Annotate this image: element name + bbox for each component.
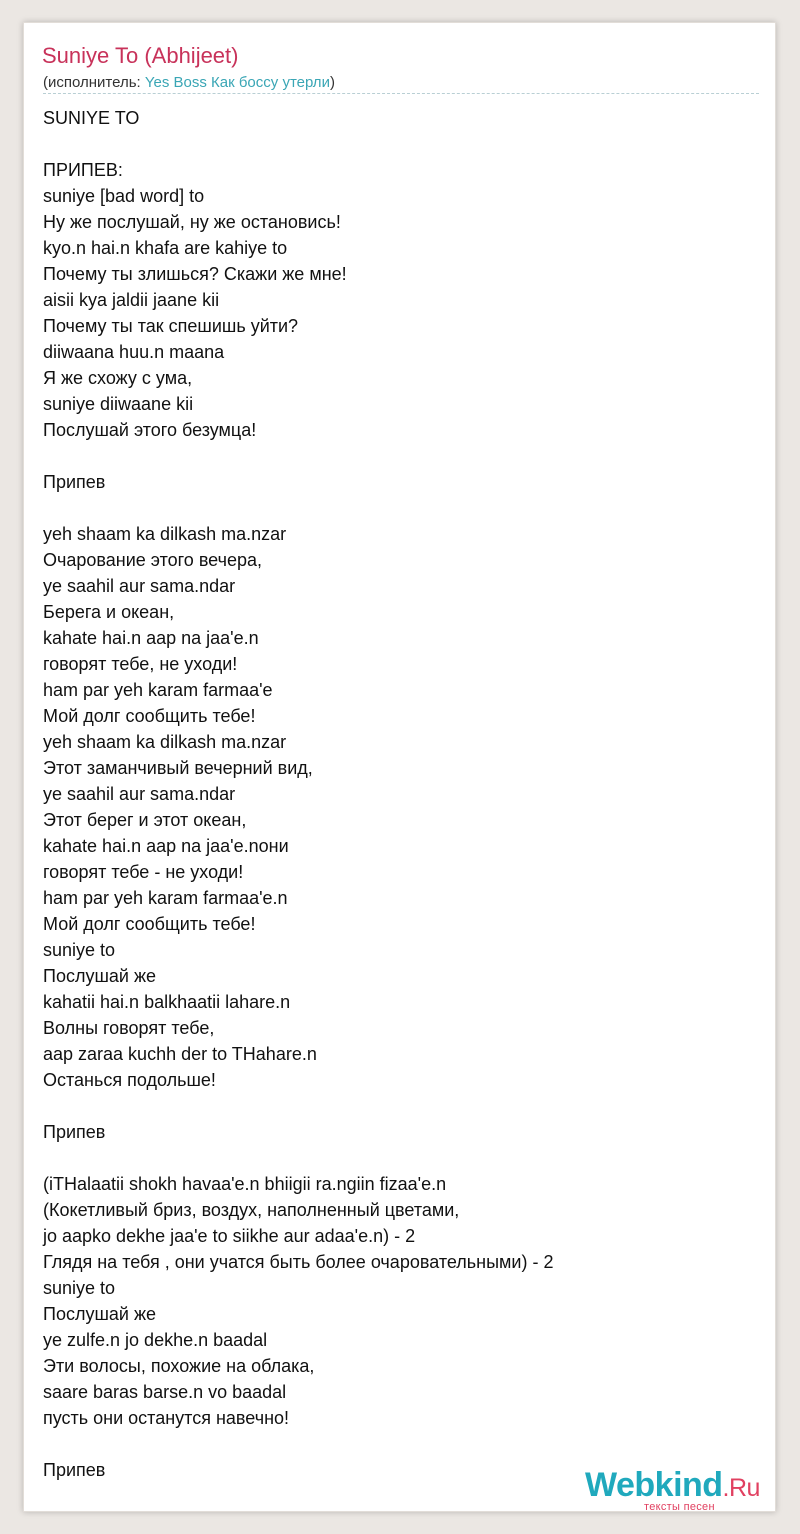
lyric-line: говорят тебе - не уходи!: [43, 862, 244, 882]
lyric-line: Этот заманчивый вечерний вид,: [43, 758, 313, 778]
lyric-line: Припев: [43, 1122, 106, 1142]
lyric-line: Послушай этого безумца!: [43, 420, 257, 440]
lyric-line: Припев: [43, 472, 106, 492]
lyric-line: Очарование этого вечера,: [43, 550, 262, 570]
lyric-line: Глядя на тебя , они учатся быть более очаровательными) - 2: [43, 1252, 554, 1272]
logo-domain-suffix: .Ru: [722, 1474, 760, 1502]
lyric-blank-line: [43, 443, 553, 469]
lyric-line: suniye [bad word] to: [43, 186, 205, 206]
lyric-line: (Кокетливый бриз, воздух, наполненный цветами,: [43, 1200, 460, 1220]
lyric-line: ham par yeh karam farmaa'e: [43, 680, 273, 700]
lyric-line: Берега и океан,: [43, 602, 175, 622]
artist-line: [43, 74, 335, 92]
lyric-line: Волны говорят тебе,: [43, 1018, 215, 1038]
lyric-line: Останься подольше!: [43, 1070, 216, 1090]
lyric-line: SUNIYE TO: [43, 108, 140, 128]
lyric-blank-line: [43, 1431, 553, 1457]
lyric-line: Припев: [43, 1460, 106, 1480]
lyric-line: jo aapko dekhe jaa'e to siikhe aur adaa'e.n) - 2: [43, 1226, 416, 1246]
lyric-line: ye saahil aur sama.ndar: [43, 576, 236, 596]
song-title: Suniye To (Abhijeet): [42, 43, 239, 68]
lyric-line: kahate hai.n aap na jaa'e.n: [43, 628, 259, 648]
logo-main-text: Webkind: [585, 1466, 723, 1504]
lyric-line: aap zaraa kuchh der to THahare.n: [43, 1044, 317, 1064]
artist-suffix: ): [329, 74, 335, 91]
lyric-line: ye saahil aur sama.ndar: [43, 784, 236, 804]
lyrics-text: [43, 105, 553, 1483]
lyric-line: (iTHalaatii shokh havaa'e.n bhiigii ra.ngiin fizaa'e.n: [43, 1174, 447, 1194]
lyric-line: Почему ты так спешишь уйти?: [43, 316, 299, 336]
lyric-line: ye zulfe.n jo dekhe.n baadal: [43, 1330, 268, 1350]
lyric-line: suniye to: [43, 940, 116, 960]
lyric-line: Этот берег и этот океан,: [43, 810, 247, 830]
lyric-line: saare baras barse.n vo baadal: [43, 1382, 287, 1402]
lyric-line: Ну же послушай, ну же остановись!: [43, 212, 341, 232]
lyric-line: kahatii hai.n balkhaatii lahare.n: [43, 992, 291, 1012]
lyric-line: yeh shaam ka dilkash ma.nzar: [43, 524, 287, 544]
lyrics-card: [23, 22, 776, 1512]
lyric-blank-line: [43, 495, 553, 521]
lyric-blank-line: [43, 1145, 553, 1171]
lyric-line: kahate hai.n aap na jaa'e.nони: [43, 836, 289, 856]
lyric-line: kyo.n hai.n khafa are kahiye to: [43, 238, 288, 258]
lyric-line: ПРИПЕВ:: [43, 160, 123, 180]
lyric-line: suniye to: [43, 1278, 116, 1298]
lyric-line: diiwaana huu.n maana: [43, 342, 225, 362]
artist-prefix: (исполнитель:: [43, 74, 145, 91]
lyric-line: Я же схожу с ума,: [43, 368, 193, 388]
lyric-line: yeh shaam ka dilkash ma.nzar: [43, 732, 287, 752]
title-divider: [43, 93, 759, 94]
site-logo[interactable]: [585, 1466, 785, 1516]
lyric-line: Послушай же: [43, 1304, 157, 1324]
lyric-line: Мой долг сообщить тебе!: [43, 914, 256, 934]
lyric-line: aisii kya jaldii jaane kii: [43, 290, 220, 310]
lyric-line: говорят тебе, не уходи!: [43, 654, 238, 674]
lyric-line: Эти волосы, похожие на облака,: [43, 1356, 315, 1376]
lyric-line: Мой долг сообщить тебе!: [43, 706, 256, 726]
lyric-line: Почему ты злишься? Скажи же мне!: [43, 264, 347, 284]
lyric-line: suniye diiwaane kii: [43, 394, 194, 414]
lyric-blank-line: [43, 131, 553, 157]
lyric-blank-line: [43, 1093, 553, 1119]
artist-link[interactable]: Yes Boss Как боссу утерли: [144, 74, 330, 91]
lyric-line: Послушай же: [43, 966, 157, 986]
lyric-line: пусть они останутся навечно!: [43, 1408, 290, 1428]
lyric-line: ham par yeh karam farmaa'e.n: [43, 888, 288, 908]
logo-tagline: тексты песен: [644, 1501, 715, 1513]
